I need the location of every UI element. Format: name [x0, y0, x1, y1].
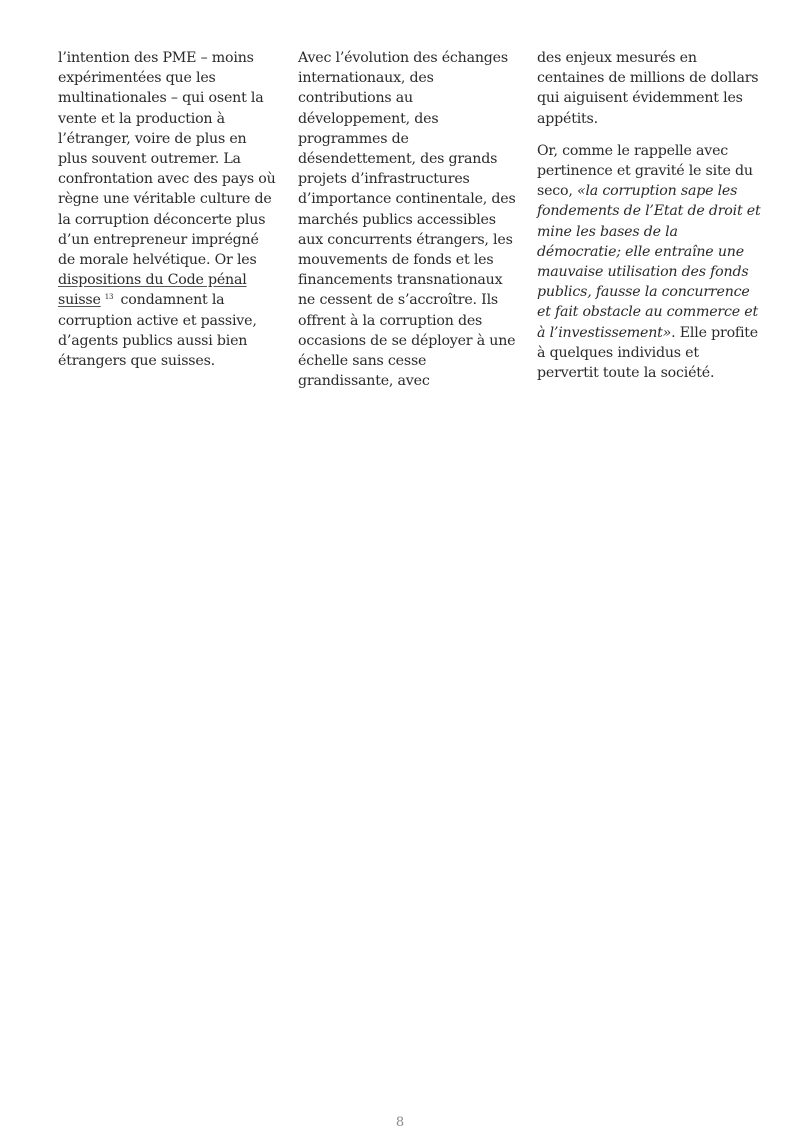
- paragraph-echanges: Avec l’évolution des échanges internationaux, des contributions au développement, des programmes de désendettement, des grands projets d’infrastructures d’importance continentale, des marchés publics accessibles aux concurrents étrangers, les mouvements de fonds et les financements transnationaux ne cessent de s’accroître. Ils offrent à la corruption des occasions de se déployer à une échelle sans cesse grandissante, avec: [298, 50, 516, 390]
- seco-quote: «la corruption sape les fondements de l’Etat de droit et mine les bases de la démocratie; elle entraîne une mauvaise utilisation des fonds publics, fausse la concurrence et fait obstacle au commerce et à l’investissement»: [537, 183, 761, 341]
- paragraph-seco-quote: [537, 141, 763, 383]
- quote-intro: Or, comme le rappelle avec pertinence et gravité le site du seco,: [537, 142, 753, 200]
- page-number: 8: [395, 1115, 405, 1130]
- footnote-marker[interactable]: 13: [104, 292, 114, 301]
- text-column-2: [298, 48, 518, 403]
- quote-conclusion: . Elle profite à quelques individus et pervertit toute la société.: [537, 324, 759, 382]
- paragraph-corruption-pme: [58, 48, 280, 371]
- paragraph-enjeux: des enjeux mesurés en centaines de millions de dollars qui aiguisent évidemment les appétits.: [537, 50, 759, 127]
- code-penal-link[interactable]: dispositions du Code pénal suisse: [58, 272, 247, 309]
- paragraph-text-end: condamnent la corruption active et passive, d’agents publics aussi bien étrangers que suisses.: [58, 292, 257, 370]
- paragraph-text: l’intention des PME – moins expérimentées que les multinationales – qui osent la vente et la production à l’étranger, voire de plus en plus souvent outremer. La confrontation avec des pays où règne une véritable culture de la corruption déconcerte plus d’un entrepreneur imprégné de morale helvétique. Or les: [58, 50, 276, 269]
- text-column-1: [58, 48, 280, 383]
- text-column-3: [537, 48, 763, 395]
